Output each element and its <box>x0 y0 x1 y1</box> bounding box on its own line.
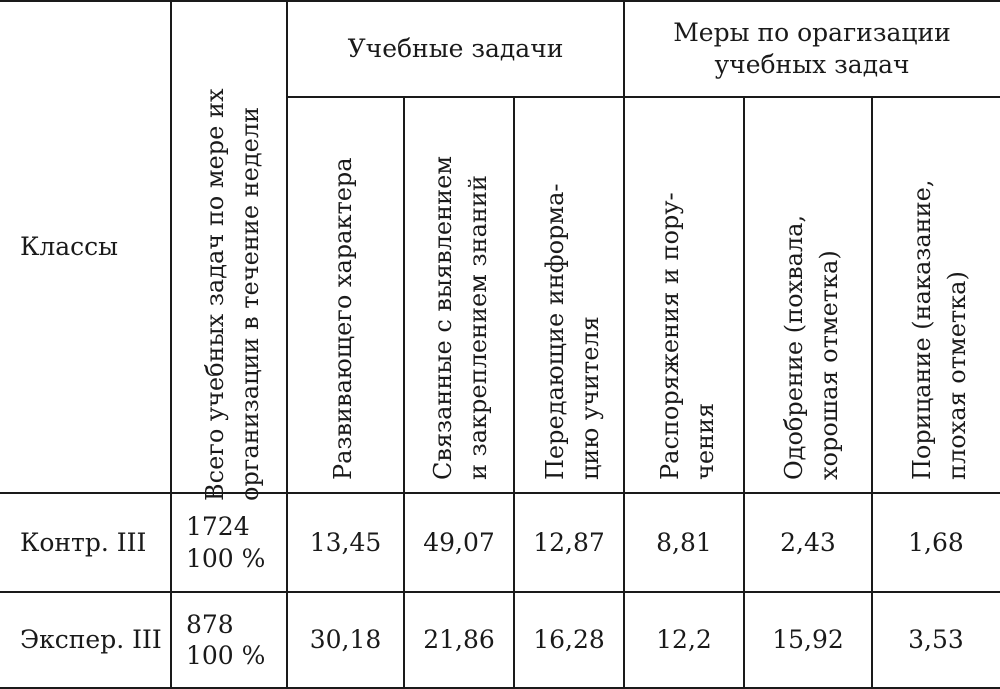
header-col-knowledge-line1: Связанные с выявлением <box>429 156 457 480</box>
row-control-value-information <box>514 493 624 592</box>
header-col-approval-line2: хорошая отметка) <box>814 250 843 480</box>
header-col-censure-line1: Порицание (наказание, <box>908 179 936 480</box>
header-group-tasks-text: Учебные задачи <box>347 33 564 63</box>
header-group-measures <box>624 0 1000 97</box>
cell-value: 12,2 <box>656 625 712 655</box>
row-control-label <box>0 493 171 592</box>
row-experimental-total-percent: 100 % <box>186 641 266 670</box>
header-col-knowledge-line2: и закреплением знаний <box>463 175 492 480</box>
header-col-orders <box>624 97 744 493</box>
header-col-information-line2: цию учителя <box>575 316 604 480</box>
row-experimental-value-approval <box>744 592 872 688</box>
row-experimental-value-developing <box>287 592 404 688</box>
header-total <box>171 0 287 501</box>
row-control-value-censure <box>872 493 1000 592</box>
header-col-approval <box>744 97 872 493</box>
row-control-total-count: 1724 <box>186 512 250 542</box>
row-control-label-text: Контр. III <box>20 527 147 557</box>
header-col-orders-line1: Распоряжения и пору- <box>656 192 684 480</box>
row-control-total <box>171 493 287 592</box>
header-col-orders-line2: чения <box>690 402 719 480</box>
header-total-line1: Всего учебных задач по мере их <box>201 88 229 501</box>
header-col-information <box>514 97 624 493</box>
cell-value: 3,53 <box>908 625 964 655</box>
header-group-measures-line2: учебных задач <box>714 49 910 79</box>
header-group-measures-line1: Меры по орагизации <box>673 18 951 48</box>
header-col-approval-line1: Одобрение (похвала, <box>780 214 808 480</box>
row-control-value-orders <box>624 493 744 592</box>
cell-value: 21,86 <box>423 625 495 655</box>
cell-value: 49,07 <box>423 527 495 557</box>
header-col-developing <box>287 97 404 493</box>
row-control-value-knowledge <box>404 493 514 592</box>
row-experimental-value-orders <box>624 592 744 688</box>
header-col-censure-line2: плохая отметка) <box>942 271 971 480</box>
header-col-knowledge <box>404 97 514 493</box>
header-col-developing-text: Развивающего характера <box>329 157 357 480</box>
row-experimental-total-count: 878 <box>186 609 234 639</box>
header-total-line2: организации в течение недели <box>235 106 264 501</box>
cell-value: 1,68 <box>908 527 964 557</box>
cell-value: 15,92 <box>772 625 844 655</box>
header-classes <box>0 0 171 493</box>
row-experimental-value-knowledge <box>404 592 514 688</box>
cell-value: 8,81 <box>656 527 712 557</box>
header-col-censure <box>872 97 1000 493</box>
header-classes-text: Классы <box>20 231 119 261</box>
header-group-tasks <box>287 0 624 97</box>
cell-value: 30,18 <box>309 625 382 655</box>
row-control-total-percent: 100 % <box>186 543 266 573</box>
cell-value: 13,45 <box>309 527 382 557</box>
cell-value: 2,43 <box>780 527 836 557</box>
cell-value: 16,28 <box>533 625 605 655</box>
header-col-information-line1: Передающие информа- <box>541 183 569 480</box>
row-experimental-label <box>0 592 171 688</box>
row-experimental-value-censure <box>872 592 1000 688</box>
row-experimental-label-text: Экспер. III <box>20 625 162 655</box>
row-control-value-developing <box>287 493 404 592</box>
row-experimental-total <box>171 592 287 688</box>
row-control-value-approval <box>744 493 872 592</box>
cell-value: 12,87 <box>533 527 605 557</box>
row-experimental-value-information <box>514 592 624 688</box>
